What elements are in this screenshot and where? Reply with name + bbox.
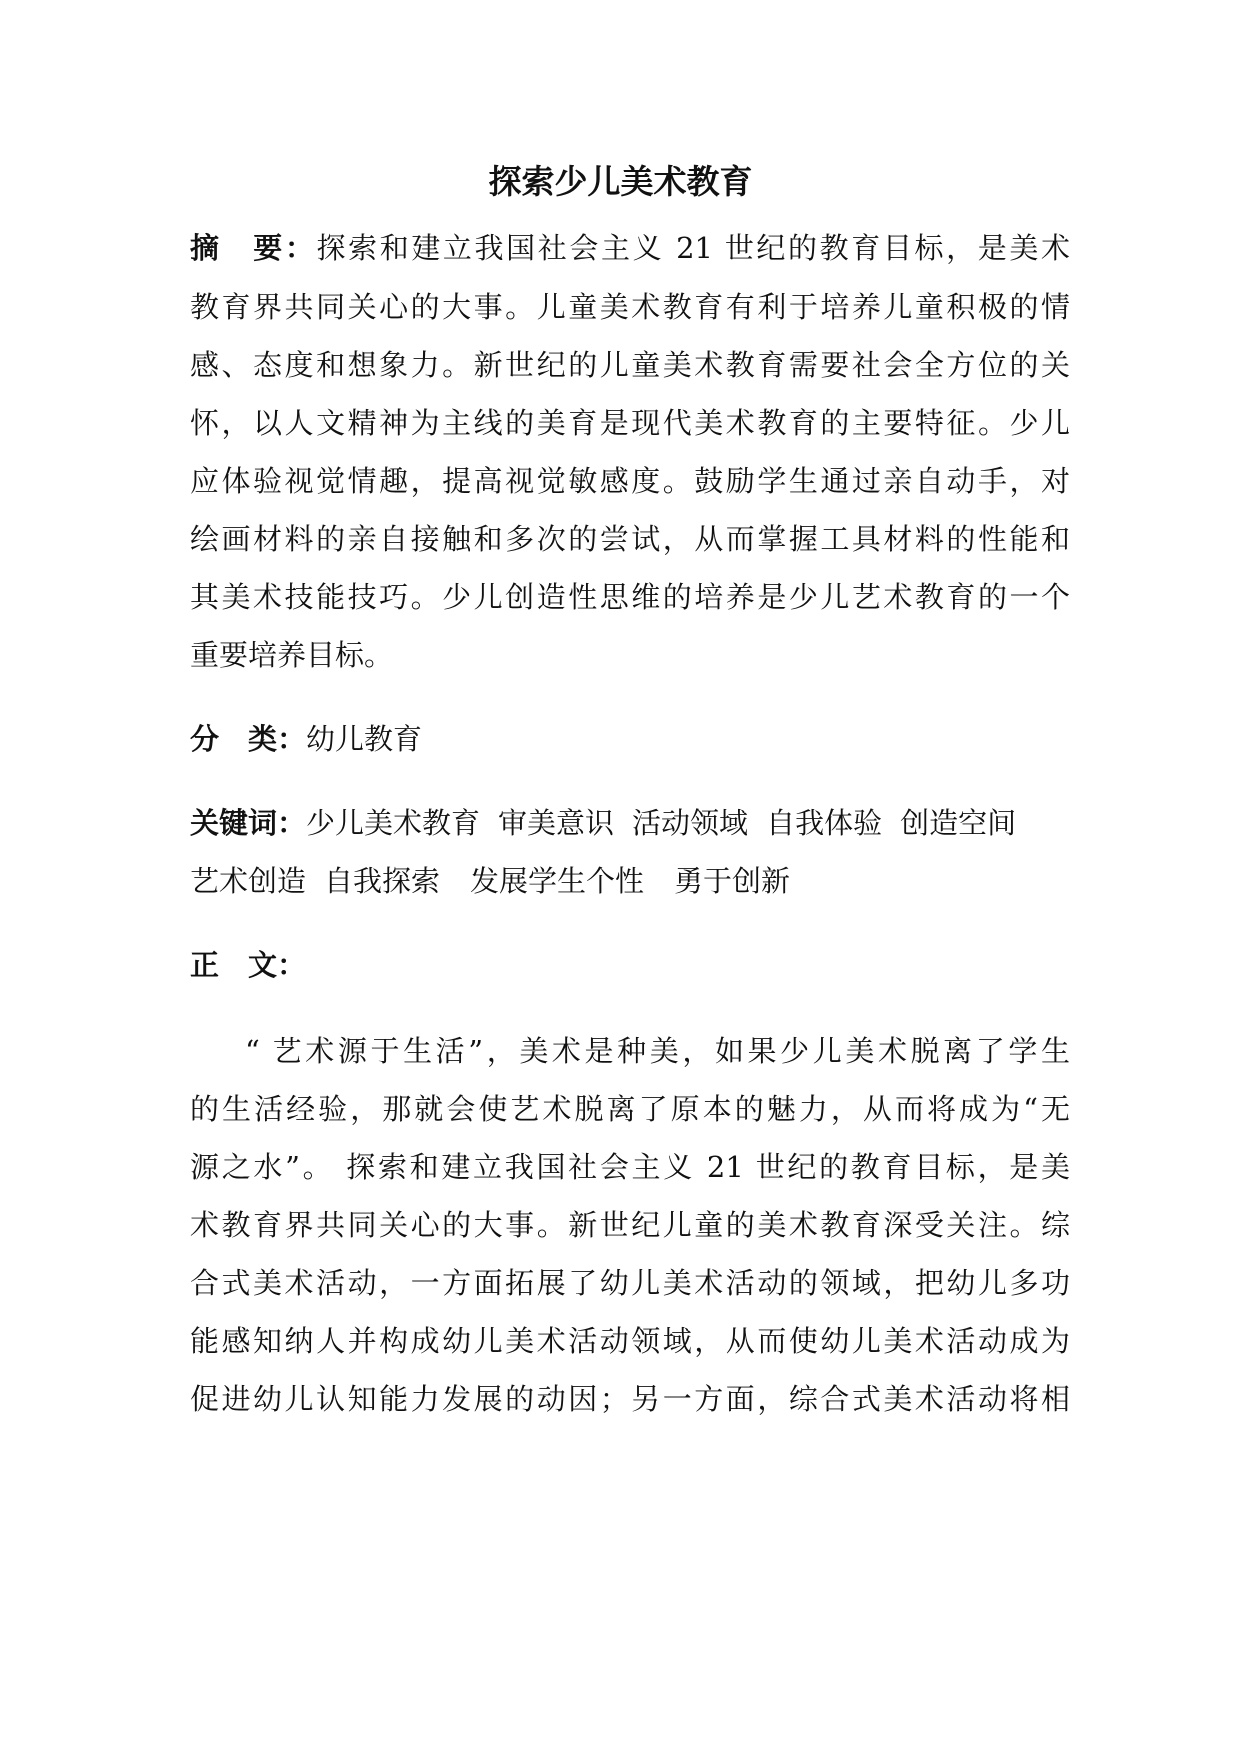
body-line: 术教育界共同关心的大事。新世纪儿童的美术教育深受关注。综 [190,1208,1070,1242]
category-line [190,719,1070,759]
keywords-line [190,803,1070,843]
keyword-item: 勇于创新 [674,864,791,898]
abstract-text: 探索和建立我国社会主义 21 世纪的教育目标，是美术 [316,231,1070,265]
abstract-line: 重要培养目标。 [190,638,394,672]
keyword-item: 创造空间 [900,806,1017,840]
abstract-line [190,228,1070,268]
keyword-item: 自我体验 [766,806,883,840]
page-title: 探索少儿美术教育 [488,162,753,201]
keyword-item: 艺术创造 [190,864,307,898]
body-line: 促进幼儿认知能力发展的动因；另一方面，综合式美术活动将相 [190,1382,1070,1416]
keyword-item: 活动领域 [632,806,749,840]
abstract-line: 绘画材料的亲自接触和多次的尝试，从而掌握工具材料的性能和 [190,522,1070,556]
body-label: 正 文： [190,948,307,982]
body-line: “ 艺术源于生活”，美术是种美，如果少儿美术脱离了学生 [245,1034,1070,1068]
abstract-line: 教育界共同关心的大事。儿童美术教育有利于培养儿童积极的情 [190,290,1070,324]
keyword-item: 少儿美术教育 [306,806,481,840]
abstract-line: 怀，以人文精神为主线的美育是现代美术教育的主要特征。少儿 [190,406,1070,440]
body-line: 源之水”。 探索和建立我国社会主义 21 世纪的教育目标，是美 [190,1150,1070,1184]
category-label: 分 类： [190,722,307,756]
keywords-line [190,861,1070,901]
body-line: 能感知纳人并构成幼儿美术活动领域，从而使幼儿美术活动成为 [190,1324,1070,1358]
keyword-item: 自我探索 [324,864,441,898]
keywords-label: 关键词： [190,806,307,840]
abstract-label: 摘 要： [190,231,317,265]
abstract-line: 感、态度和想象力。新世纪的儿童美术教育需要社会全方位的关 [190,348,1070,382]
keyword-item: 发展学生个性 [470,864,645,898]
body-line: 合式美术活动，一方面拓展了幼儿美术活动的领域，把幼儿多功 [190,1266,1070,1300]
abstract-line: 应体验视觉情趣，提高视觉敏感度。鼓励学生通过亲自动手，对 [190,464,1070,498]
keyword-item: 审美意识 [498,806,615,840]
body-label-line [190,945,1070,985]
category-value: 幼儿教育 [306,722,423,756]
body-line: 的生活经验，那就会使艺术脱离了原本的魅力，从而将成为“无 [190,1092,1070,1126]
abstract-line: 其美术技能技巧。少儿创造性思维的培养是少儿艺术教育的一个 [190,580,1070,614]
